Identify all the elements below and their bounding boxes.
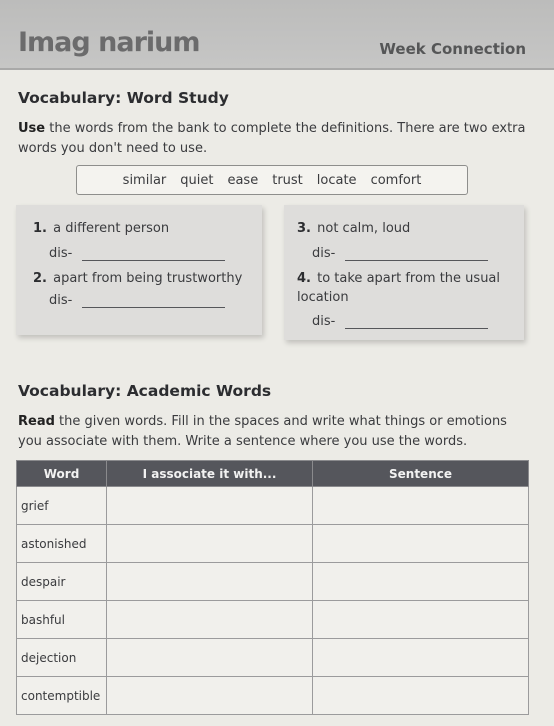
- answer-blank-3[interactable]: [312, 246, 488, 261]
- item-number: 1.: [33, 221, 47, 236]
- table-row: [17, 601, 529, 639]
- prefix-label: dis-: [312, 314, 336, 329]
- table-header-row: [17, 461, 529, 487]
- answer-line[interactable]: [345, 259, 488, 261]
- table-row: [17, 677, 529, 715]
- item-text: not calm, loud: [317, 221, 411, 236]
- prefix-label: dis-: [49, 246, 73, 261]
- associate-cell[interactable]: [107, 601, 313, 639]
- column-header-associate: I associate it with...: [107, 461, 313, 487]
- associate-cell[interactable]: [107, 487, 313, 525]
- answer-line[interactable]: [345, 327, 488, 329]
- definition-item-3: [297, 219, 512, 238]
- answer-blank-4[interactable]: [312, 314, 488, 329]
- sentence-cell[interactable]: [313, 525, 529, 563]
- definition-item-4: [297, 269, 505, 307]
- item-text: a different person: [53, 221, 170, 236]
- section-heading-word-study: Vocabulary: Word Study: [18, 89, 229, 107]
- table-row: [17, 639, 529, 677]
- word-cell: bashful: [17, 601, 107, 639]
- associate-cell[interactable]: [107, 525, 313, 563]
- word-bank-item: locate: [316, 172, 357, 188]
- word-cell: contemptible: [17, 677, 107, 715]
- page-header: [0, 0, 554, 70]
- definition-item-2: [33, 269, 261, 288]
- sentence-cell[interactable]: [313, 677, 529, 715]
- item-number: 4.: [297, 271, 311, 286]
- word-bank-item: comfort: [370, 172, 422, 188]
- instruction-text: the given words. Fill in the spaces and write what things or emotions you associate with them. Write a sentence where you use the words.: [18, 414, 507, 449]
- associate-cell[interactable]: [107, 677, 313, 715]
- brand-logo: Imag narium: [18, 27, 200, 58]
- item-text: to take apart from the usual location: [297, 271, 501, 305]
- table-row: [17, 487, 529, 525]
- header-title: Week Connection: [379, 40, 526, 58]
- definition-item-1: [33, 219, 248, 238]
- vocabulary-table: [16, 460, 529, 715]
- answer-line[interactable]: [82, 259, 225, 261]
- associate-cell[interactable]: [107, 639, 313, 677]
- word-cell: astonished: [17, 525, 107, 563]
- prefix-label: dis-: [312, 246, 336, 261]
- word-cell: dejection: [17, 639, 107, 677]
- instruction-verb: Read: [18, 414, 55, 429]
- sentence-cell[interactable]: [313, 487, 529, 525]
- word-cell: despair: [17, 563, 107, 601]
- word-bank-item: similar: [122, 172, 167, 188]
- answer-line[interactable]: [82, 306, 225, 308]
- word-bank-item: quiet: [180, 172, 214, 188]
- column-header-word: Word: [17, 461, 107, 487]
- answer-blank-1[interactable]: [49, 246, 225, 261]
- sentence-cell[interactable]: [313, 639, 529, 677]
- answer-blank-2[interactable]: [49, 293, 225, 308]
- section-heading-academic-words: Vocabulary: Academic Words: [18, 382, 272, 400]
- item-number: 3.: [297, 221, 311, 236]
- prefix-label: dis-: [49, 293, 73, 308]
- word-cell: grief: [17, 487, 107, 525]
- table-row: [17, 563, 529, 601]
- instruction-verb: Use: [18, 121, 46, 136]
- instruction-academic-words: [18, 412, 533, 452]
- word-bank: [76, 165, 468, 195]
- associate-cell[interactable]: [107, 563, 313, 601]
- instruction-word-study: [18, 119, 533, 159]
- instruction-text: the words from the bank to complete the definitions. There are two extra words you don't need to use.: [18, 121, 526, 156]
- table-row: [17, 525, 529, 563]
- word-bank-item: ease: [227, 172, 259, 188]
- item-number: 2.: [33, 271, 47, 286]
- sentence-cell[interactable]: [313, 563, 529, 601]
- word-bank-item: trust: [272, 172, 303, 188]
- item-text: apart from being trustworthy: [53, 271, 243, 286]
- column-header-sentence: Sentence: [313, 461, 529, 487]
- sentence-cell[interactable]: [313, 601, 529, 639]
